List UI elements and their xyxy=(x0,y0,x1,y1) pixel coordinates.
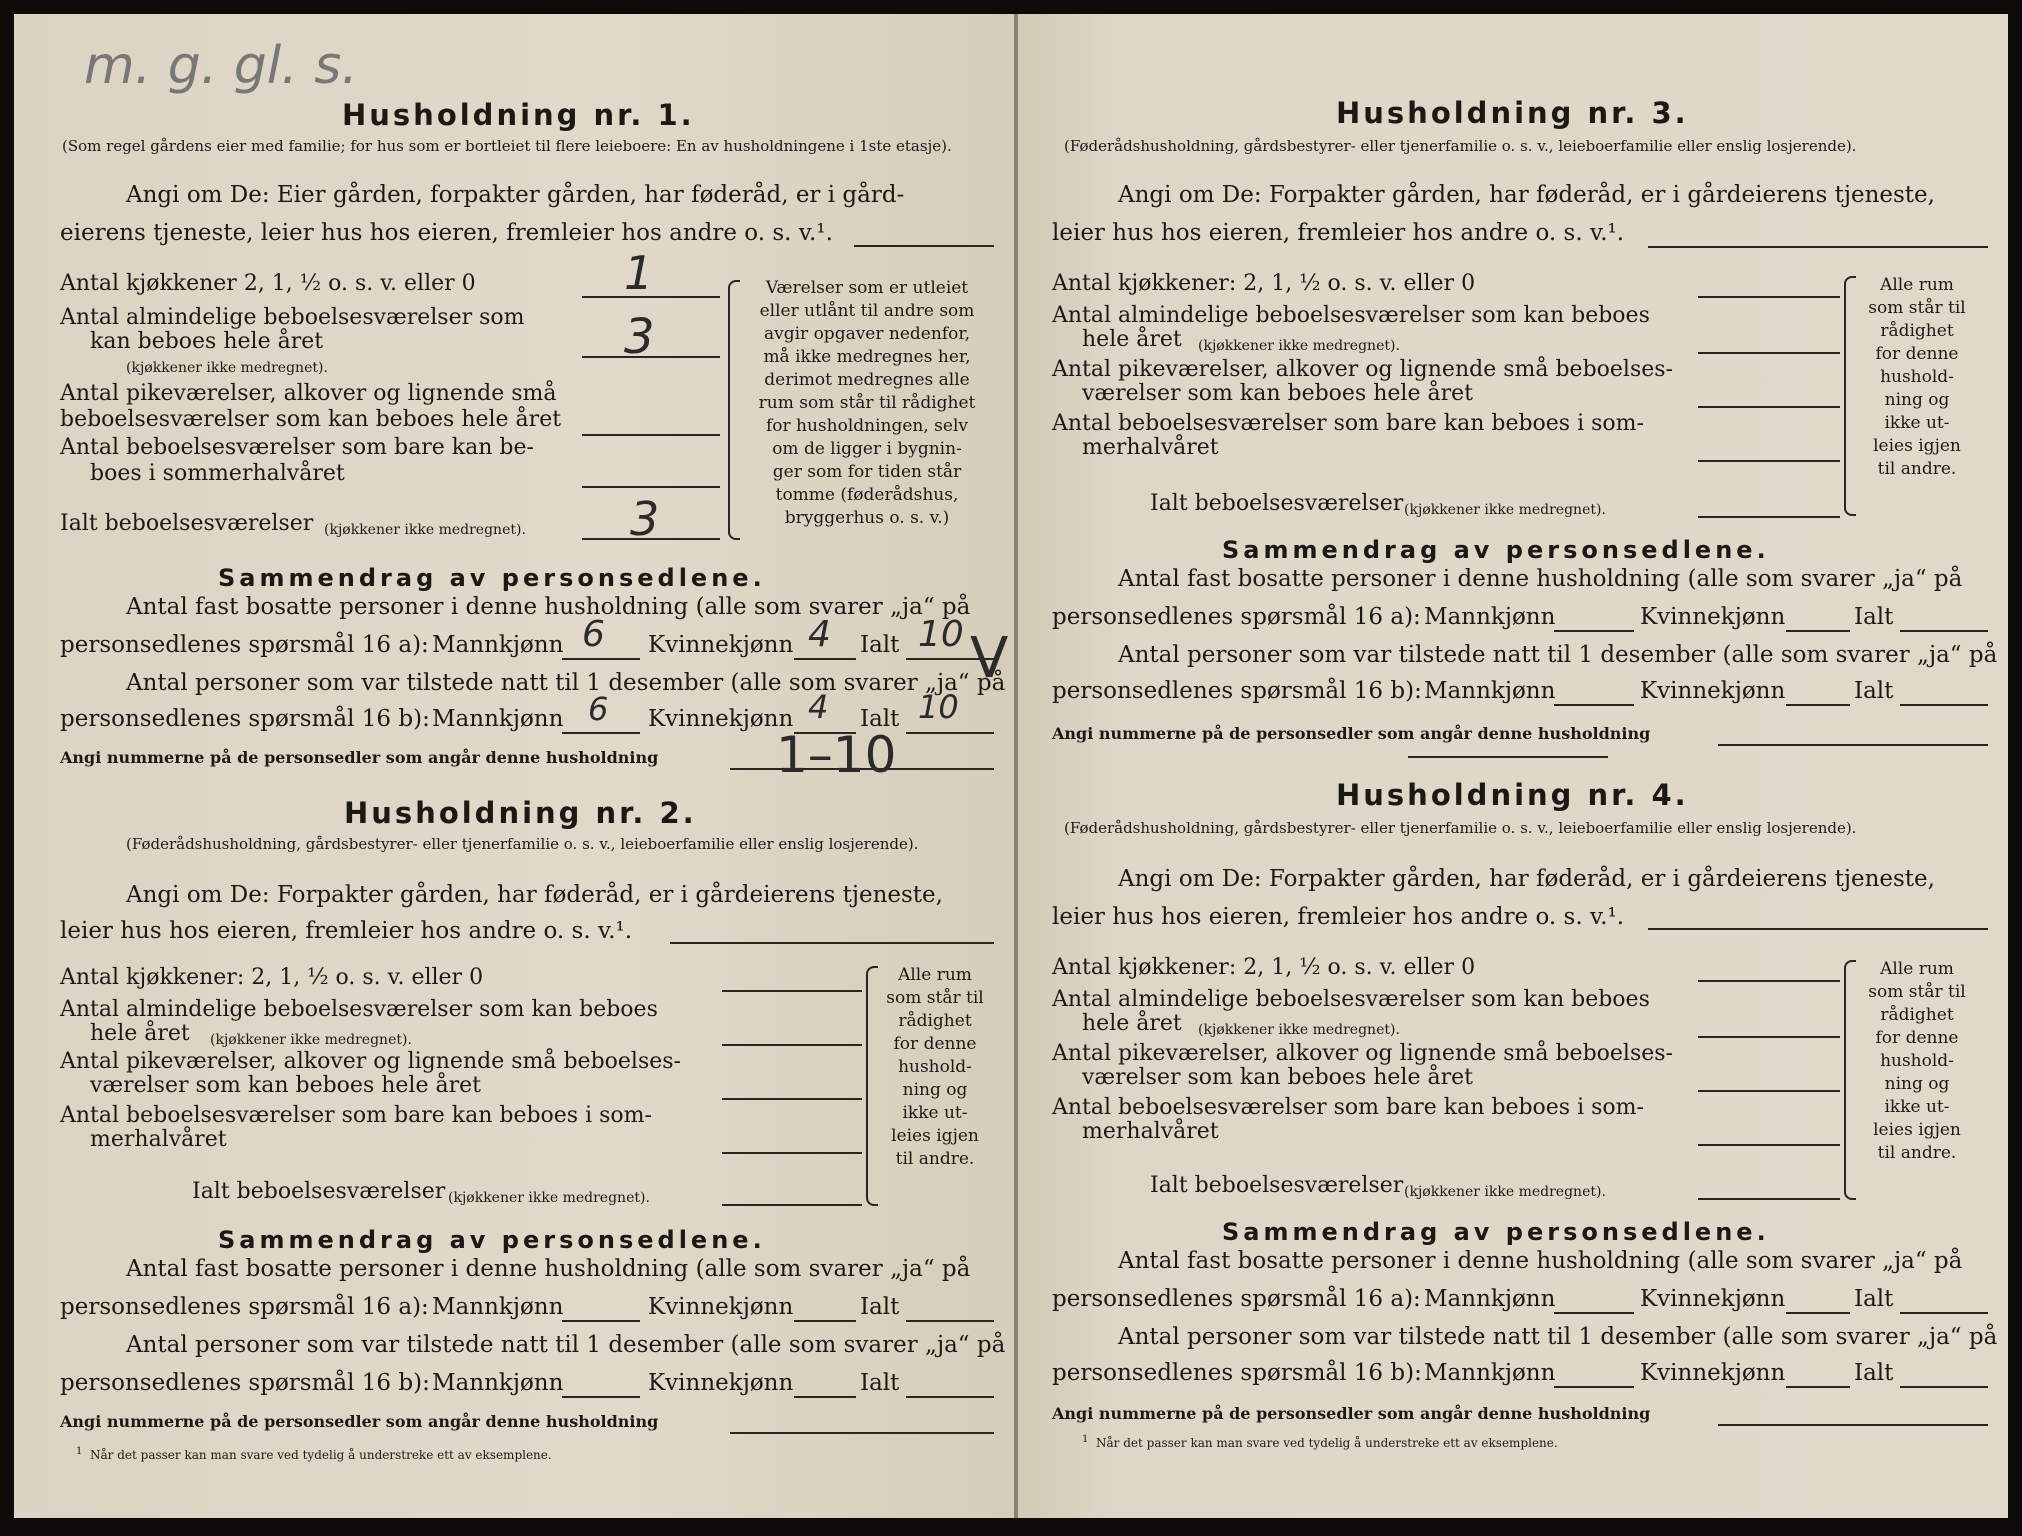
h2-kjokken-line[interactable] xyxy=(722,990,862,992)
h4-rule: (Føderådshusholdning, gårdsbestyrer- eller tjenerfamilie o. s. v., leieboerfamilie eller enslig losjerende). xyxy=(1064,819,1857,837)
h1-side-note xyxy=(742,277,992,530)
h1-som-label-1: Antal beboelsesværelser som bare kan be- xyxy=(60,435,534,460)
h1-fast-ialt-value: 10 xyxy=(918,614,964,655)
h1-til-ialt-line[interactable] xyxy=(906,732,994,734)
h3-kjokken-line[interactable] xyxy=(1698,296,1840,298)
h1-pike-label-1: Antal pikeværelser, alkover og lignende små xyxy=(60,381,557,406)
h1-fast-line2: personsedlenes spørsmål 16 a): xyxy=(60,632,429,658)
h2-nummer-line[interactable] xyxy=(730,1432,994,1434)
h4-sammendrag-title: Sammendrag av personsedlene. xyxy=(1222,1218,1770,1246)
side-note-line: ning og xyxy=(1884,390,1950,410)
h4-til-mann-line[interactable] xyxy=(1554,1386,1634,1388)
h4-nummer-label: Angi nummerne på de personsedler som angår denne husholdning xyxy=(1052,1404,1651,1423)
h1-nummer-label: Angi nummerne på de personsedler som angår denne husholdning xyxy=(60,748,659,767)
side-note-line: for denne xyxy=(893,1034,977,1054)
h4-kjokken-label: Antal kjøkkener: 2, 1, ½ o. s. v. eller 0 xyxy=(1052,955,1476,980)
h3-ialt-line[interactable] xyxy=(1698,516,1840,518)
side-note-line: ning og xyxy=(902,1080,968,1100)
right-page xyxy=(1018,14,2008,1518)
h3-sammendrag-title: Sammendrag av personsedlene. xyxy=(1222,536,1770,564)
side-note-line: Værelser som er utleiet xyxy=(765,278,969,298)
side-note-line: rådighet xyxy=(1880,1005,1954,1025)
h4-nummer-line[interactable] xyxy=(1718,1424,1988,1426)
h3-til-mann-label: Mannkjønn xyxy=(1424,678,1556,704)
h4-angi-answer-line[interactable] xyxy=(1648,928,1988,930)
h1-som-label-2: boes i sommerhalvåret xyxy=(90,461,345,486)
h1-fast-kvinne-value: 4 xyxy=(808,614,831,655)
h3-pike-label-2: værelser som kan beboes hele året xyxy=(1082,381,1473,406)
h4-som-label-1: Antal beboelsesværelser som bare kan beboes i som- xyxy=(1052,1095,1644,1120)
h1-title: Husholdning nr. 1. xyxy=(342,98,695,132)
h1-kjokken-value: 1 xyxy=(624,246,654,300)
side-note-line: for denne xyxy=(1875,344,1959,364)
h4-som-line[interactable] xyxy=(1698,1144,1840,1146)
h2-ialt-label: Ialt beboelsesværelser xyxy=(192,1179,446,1204)
side-note-line: som står til xyxy=(886,988,984,1008)
h1-alm-value: 3 xyxy=(624,309,655,365)
h1-pike-line[interactable] xyxy=(582,434,720,436)
h1-angi-line2: eierens tjeneste, leier hus hos eieren, fremleier hos andre o. s. v.¹. xyxy=(60,220,833,246)
h1-fast-line1: Antal fast bosatte personer i denne husholdning (alle som svarer „ja“ på xyxy=(126,594,971,620)
h1-angi-line1: Angi om De: Eier gården, forpakter gården, har føderåd, er i gård- xyxy=(126,182,905,208)
h3-angi-line1: Angi om De: Forpakter gården, har føderåd, er i gårdeierens tjeneste, xyxy=(1118,182,1935,208)
h3-fast-kvinne-label: Kvinnekjønn xyxy=(1640,604,1786,630)
h1-ialt-label: Ialt beboelsesværelser xyxy=(60,511,314,536)
h2-alm-line[interactable] xyxy=(722,1044,862,1046)
h3-fast-line2: personsedlenes spørsmål 16 a): xyxy=(1052,604,1421,630)
h3-fast-ialt-label: Ialt xyxy=(1854,604,1894,630)
h2-fast-ialt-label: Ialt xyxy=(860,1294,900,1320)
side-note-line: om de ligger i bygnin- xyxy=(772,439,962,459)
side-note-line: til andre. xyxy=(1877,1143,1957,1163)
h1-kjokken-label: Antal kjøkkener 2, 1, ½ o. s. v. eller 0 xyxy=(60,271,476,296)
h2-angi-line1: Angi om De: Forpakter gården, har føderåd, er i gårdeierens tjeneste, xyxy=(126,882,943,908)
left-footnote: $^1$ Når det passer kan man svare ved tydelig å understreke ett av eksemplene. xyxy=(76,1446,552,1462)
h2-sammendrag-title: Sammendrag av personsedlene. xyxy=(218,1226,766,1254)
h3-angi-answer-line[interactable] xyxy=(1648,246,1988,248)
left-page xyxy=(14,14,1014,1518)
side-note-line: leies igjen xyxy=(891,1126,979,1146)
side-note-line: for husholdningen, selv xyxy=(765,416,969,436)
h3-til-mann-line[interactable] xyxy=(1554,704,1634,706)
side-note-line: rådighet xyxy=(898,1011,972,1031)
h4-fast-ialt-line[interactable] xyxy=(1900,1312,1988,1314)
h4-angi-line1: Angi om De: Forpakter gården, har føderåd, er i gårdeierens tjeneste, xyxy=(1118,866,1935,892)
h2-alm-note: (kjøkkener ikke medregnet). xyxy=(210,1032,412,1048)
h3-fast-mann-line[interactable] xyxy=(1554,630,1634,632)
h4-ialt-line[interactable] xyxy=(1698,1198,1840,1200)
h1-fast-mann-value: 6 xyxy=(582,614,605,655)
h3-kjokken-label: Antal kjøkkener: 2, 1, ½ o. s. v. eller 0 xyxy=(1052,271,1476,296)
h3-side-note xyxy=(1854,274,1980,481)
h2-til-line1: Antal personer som var tilstede natt til 1 desember (alle som svarer „ja“ på xyxy=(126,1332,1006,1358)
h3-som-label-1: Antal beboelsesværelser som bare kan beboes i som- xyxy=(1052,411,1644,436)
h2-alm-label-1: Antal almindelige beboelsesværelser som kan beboes xyxy=(60,997,658,1022)
h3-fast-kvinne-line[interactable] xyxy=(1786,630,1850,632)
h3-som-line[interactable] xyxy=(1698,460,1840,462)
h4-fast-kvinne-line[interactable] xyxy=(1786,1312,1850,1314)
h1-ialt-note: (kjøkkener ikke medregnet). xyxy=(324,522,526,538)
h2-fast-kvinne-label: Kvinnekjønn xyxy=(648,1294,794,1320)
handwritten-annotation: m. g. gl. s. xyxy=(84,36,358,96)
h1-til-line1: Antal personer som var tilstede natt til 1 desember (alle som svarer „ja“ på xyxy=(126,670,1006,696)
h1-til-line2: personsedlenes spørsmål 16 b): xyxy=(60,706,430,732)
h4-title: Husholdning nr. 4. xyxy=(1336,778,1689,812)
h4-pike-label-2: værelser som kan beboes hele året xyxy=(1082,1065,1473,1090)
h4-fast-line2: personsedlenes spørsmål 16 a): xyxy=(1052,1286,1421,1312)
h1-angi-answer-line[interactable] xyxy=(854,245,994,247)
h3-section-divider xyxy=(1408,756,1608,758)
h2-ialt-note: (kjøkkener ikke medregnet). xyxy=(448,1190,650,1206)
side-note-line: må ikke medregnes her, xyxy=(763,347,971,367)
side-note-line: bryggerhus o. s. v.) xyxy=(784,508,950,528)
side-note-line: ning og xyxy=(1884,1074,1950,1094)
side-note-line: som står til xyxy=(1868,298,1966,318)
h2-til-mann-line[interactable] xyxy=(562,1396,640,1398)
h4-ialt-label: Ialt beboelsesværelser xyxy=(1150,1173,1404,1198)
h1-til-kvinne-label: Kvinnekjønn xyxy=(648,706,794,732)
h3-nummer-label: Angi nummerne på de personsedler som angår denne husholdning xyxy=(1052,724,1651,743)
side-note-line: som står til xyxy=(1868,982,1966,1002)
h1-alm-label-2: kan beboes hele året xyxy=(90,329,324,354)
h3-som-label-2: merhalvåret xyxy=(1082,435,1219,460)
h3-ialt-label: Ialt beboelsesværelser xyxy=(1150,491,1404,516)
h1-fast-mann-line[interactable] xyxy=(562,658,640,660)
h2-fast-mann-line[interactable] xyxy=(562,1320,640,1322)
h3-til-kvinne-label: Kvinnekjønn xyxy=(1640,678,1786,704)
h3-alm-note: (kjøkkener ikke medregnet). xyxy=(1198,338,1400,354)
side-note-line: ikke ut- xyxy=(1884,1097,1950,1117)
h2-ialt-line[interactable] xyxy=(722,1204,862,1206)
h2-til-mann-label: Mannkjønn xyxy=(432,1370,564,1396)
h4-angi-line2: leier hus hos eieren, fremleier hos andre o. s. v.¹. xyxy=(1052,904,1625,930)
h2-til-line2: personsedlenes spørsmål 16 b): xyxy=(60,1370,430,1396)
h1-som-line[interactable] xyxy=(582,486,720,488)
h4-alm-label-1: Antal almindelige beboelsesværelser som kan beboes xyxy=(1052,987,1650,1012)
h4-side-note xyxy=(1854,958,1980,1165)
h4-alm-label-2: hele året xyxy=(1082,1011,1182,1036)
h1-fast-kvinne-line[interactable] xyxy=(794,658,856,660)
h1-rule: (Som regel gårdens eier med familie; for hus som er bortleiet til flere leieboere: En av husholdningene i 1ste etasje). xyxy=(62,137,952,155)
h2-fast-line1: Antal fast bosatte personer i denne husholdning (alle som svarer „ja“ på xyxy=(126,1256,971,1282)
h2-alm-label-2: hele året xyxy=(90,1021,190,1046)
h4-alm-note: (kjøkkener ikke medregnet). xyxy=(1198,1022,1400,1038)
h3-rule: (Føderådshusholdning, gårdsbestyrer- eller tjenerfamilie o. s. v., leieboerfamilie eller enslig losjerende). xyxy=(1064,137,1857,155)
side-note-line: Alle rum xyxy=(898,965,972,985)
side-note-line: ikke ut- xyxy=(902,1103,968,1123)
h2-angi-answer-line[interactable] xyxy=(670,942,994,944)
h1-fast-ialt-label: Ialt xyxy=(860,632,900,658)
side-note-line: eller utlånt til andre som xyxy=(759,301,975,321)
h1-sammendrag-title: Sammendrag av personsedlene. xyxy=(218,564,766,592)
h4-til-kvinne-line[interactable] xyxy=(1786,1386,1850,1388)
side-note-line: Alle rum xyxy=(1880,275,1954,295)
h2-fast-line2: personsedlenes spørsmål 16 a): xyxy=(60,1294,429,1320)
side-note-line: for denne xyxy=(1875,1028,1959,1048)
h1-alm-note: (kjøkkener ikke medregnet). xyxy=(126,360,328,376)
h3-alm-label-1: Antal almindelige beboelsesværelser som kan beboes xyxy=(1052,303,1650,328)
h3-pike-line[interactable] xyxy=(1698,406,1840,408)
h4-fast-mann-line[interactable] xyxy=(1554,1312,1634,1314)
side-note-line: tomme (føderådshus, xyxy=(775,485,959,505)
side-note-line: ger som for tiden står xyxy=(772,462,962,482)
h2-fast-kvinne-line[interactable] xyxy=(794,1320,856,1322)
side-note-line: hushold- xyxy=(1880,367,1954,387)
h3-til-ialt-line[interactable] xyxy=(1900,704,1988,706)
h1-fast-kvinne-label: Kvinnekjønn xyxy=(648,632,794,658)
h4-som-label-2: merhalvåret xyxy=(1082,1119,1219,1144)
h4-alm-line[interactable] xyxy=(1698,1036,1840,1038)
h4-pike-label-1: Antal pikeværelser, alkover og lignende små beboelses- xyxy=(1052,1041,1673,1066)
h2-fast-ialt-line[interactable] xyxy=(906,1320,994,1322)
side-note-line: til andre. xyxy=(895,1149,975,1169)
h2-som-label-1: Antal beboelsesværelser som bare kan beboes i som- xyxy=(60,1103,652,1128)
h3-til-line1: Antal personer som var tilstede natt til 1 desember (alle som svarer „ja“ på xyxy=(1118,642,1998,668)
side-note-line: Alle rum xyxy=(1880,959,1954,979)
h3-ialt-note: (kjøkkener ikke medregnet). xyxy=(1404,502,1606,518)
h2-pike-label-2: værelser som kan beboes hele året xyxy=(90,1073,481,1098)
side-note-line: hushold- xyxy=(898,1057,972,1077)
side-note-line: avgir opgaver nedenfor, xyxy=(763,324,970,344)
h4-kjokken-line[interactable] xyxy=(1698,980,1840,982)
h4-pike-line[interactable] xyxy=(1698,1090,1840,1092)
side-note-line: ikke ut- xyxy=(1884,413,1950,433)
h3-fast-ialt-line[interactable] xyxy=(1900,630,1988,632)
h1-til-mann-line[interactable] xyxy=(562,732,640,734)
h4-ialt-note: (kjøkkener ikke medregnet). xyxy=(1404,1184,1606,1200)
h1-alm-label-1: Antal almindelige beboelsesværelser som xyxy=(60,305,525,330)
h1-check-mark: V xyxy=(970,626,1009,691)
h3-pike-label-1: Antal pikeværelser, alkover og lignende små beboelses- xyxy=(1052,357,1673,382)
h2-side-note xyxy=(876,964,994,1171)
h1-til-ialt-label: Ialt xyxy=(860,706,900,732)
h1-nummer-value: 1–10 xyxy=(776,726,897,784)
h4-til-kvinne-label: Kvinnekjønn xyxy=(1640,1360,1786,1386)
h2-nummer-label: Angi nummerne på de personsedler som angår denne husholdning xyxy=(60,1412,659,1431)
h4-fast-mann-label: Mannkjønn xyxy=(1424,1286,1556,1312)
h2-pike-label-1: Antal pikeværelser, alkover og lignende små beboelses- xyxy=(60,1049,681,1074)
h2-som-label-2: merhalvåret xyxy=(90,1127,227,1152)
h2-rule: (Føderådshusholdning, gårdsbestyrer- eller tjenerfamilie o. s. v., leieboerfamilie eller enslig losjerende). xyxy=(126,835,919,853)
h3-alm-label-2: hele året xyxy=(1082,327,1182,352)
h4-til-mann-label: Mannkjønn xyxy=(1424,1360,1556,1386)
side-note-line: leies igjen xyxy=(1873,436,1961,456)
h1-fast-mann-label: Mannkjønn xyxy=(432,632,564,658)
h2-title: Husholdning nr. 2. xyxy=(344,796,697,830)
h3-til-kvinne-line[interactable] xyxy=(1786,704,1850,706)
h1-til-ialt-value: 10 xyxy=(918,688,959,726)
side-note-line: rum som står til rådighet xyxy=(758,393,976,413)
h3-til-line2: personsedlenes spørsmål 16 b): xyxy=(1052,678,1422,704)
h4-fast-line1: Antal fast bosatte personer i denne husholdning (alle som svarer „ja“ på xyxy=(1118,1248,1963,1274)
h3-angi-line2: leier hus hos eieren, fremleier hos andre o. s. v.¹. xyxy=(1052,220,1625,246)
side-note-line: hushold- xyxy=(1880,1051,1954,1071)
h2-til-ialt-line[interactable] xyxy=(906,1396,994,1398)
h1-pike-label-2: beboelsesværelser som kan beboes hele året xyxy=(60,407,562,432)
h4-til-line1: Antal personer som var tilstede natt til 1 desember (alle som svarer „ja“ på xyxy=(1118,1324,1998,1350)
h1-til-kvinne-value: 4 xyxy=(808,688,829,726)
h3-nummer-line[interactable] xyxy=(1718,744,1988,746)
h3-til-ialt-label: Ialt xyxy=(1854,678,1894,704)
side-note-line: rådighet xyxy=(1880,321,1954,341)
h4-fast-ialt-label: Ialt xyxy=(1854,1286,1894,1312)
h2-kjokken-label: Antal kjøkkener: 2, 1, ½ o. s. v. eller 0 xyxy=(60,965,484,990)
h2-angi-line2: leier hus hos eieren, fremleier hos andre o. s. v.¹. xyxy=(60,918,633,944)
h3-fast-mann-label: Mannkjønn xyxy=(1424,604,1556,630)
h2-fast-mann-label: Mannkjønn xyxy=(432,1294,564,1320)
h4-til-ialt-line[interactable] xyxy=(1900,1386,1988,1388)
h4-til-line2: personsedlenes spørsmål 16 b): xyxy=(1052,1360,1422,1386)
h1-til-mann-value: 6 xyxy=(588,690,609,728)
h1-til-mann-label: Mannkjønn xyxy=(432,706,564,732)
h1-side-bracket xyxy=(728,280,740,540)
side-note-line: til andre. xyxy=(1877,459,1957,479)
h2-som-line[interactable] xyxy=(722,1152,862,1154)
h2-til-ialt-label: Ialt xyxy=(860,1370,900,1396)
h4-fast-kvinne-label: Kvinnekjønn xyxy=(1640,1286,1786,1312)
h2-til-kvinne-label: Kvinnekjønn xyxy=(648,1370,794,1396)
h3-alm-line[interactable] xyxy=(1698,352,1840,354)
h1-ialt-value: 3 xyxy=(630,492,660,546)
h3-title: Husholdning nr. 3. xyxy=(1336,96,1689,130)
h3-fast-line1: Antal fast bosatte personer i denne husholdning (alle som svarer „ja“ på xyxy=(1118,566,1963,592)
h2-til-kvinne-line[interactable] xyxy=(794,1396,856,1398)
side-note-line: derimot medregnes alle xyxy=(764,370,970,390)
h2-pike-line[interactable] xyxy=(722,1098,862,1100)
side-note-line: leies igjen xyxy=(1873,1120,1961,1140)
h4-til-ialt-label: Ialt xyxy=(1854,1360,1894,1386)
right-footnote: $^1$ Når det passer kan man svare ved tydelig å understreke ett av eksemplene. xyxy=(1082,1434,1558,1450)
